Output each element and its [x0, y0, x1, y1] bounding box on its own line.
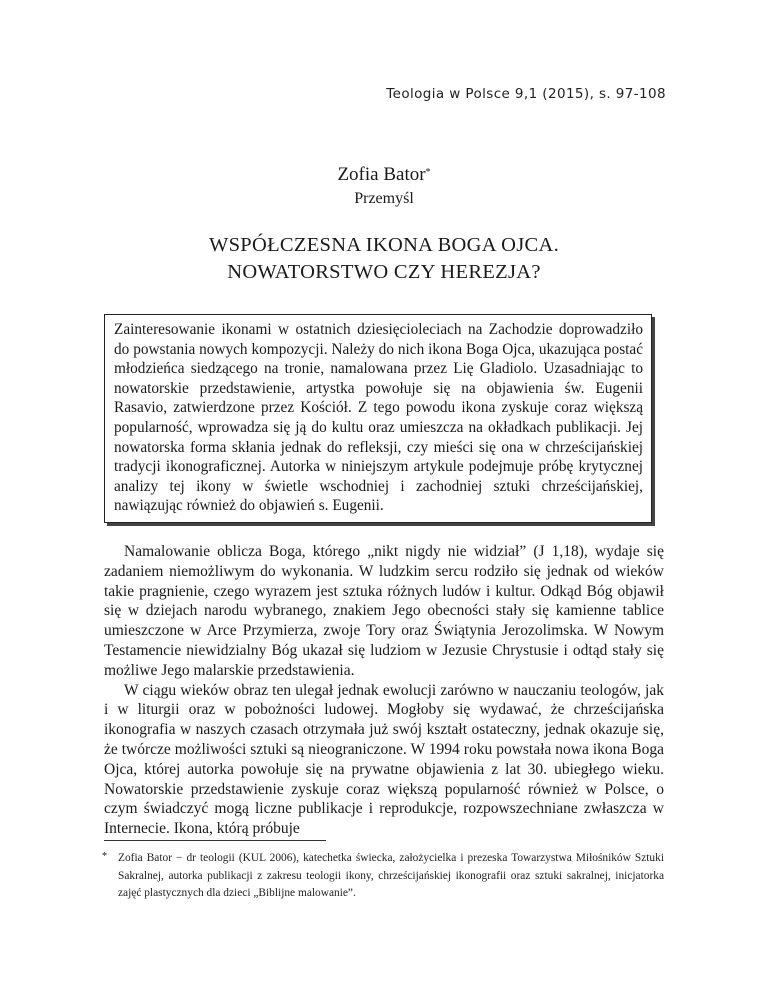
author-name: Zofia Bator	[337, 164, 426, 185]
author-footnote-marker: *	[425, 167, 431, 178]
footnote-text: Zofia Bator − dr teologii (KUL 2006), katechetka świecka, założycielka i prezeska Towarzystwa Miłośników Sztuki Sakralnej, autorka publikacji z zakresu teologii ikony, chrześcijańskiej ikonografii oraz sztuki sakralnej, inicjatorka zajęć plastycznych dla dzieci „Biblijne malowanie”.	[118, 852, 664, 899]
footnote-divider	[104, 840, 326, 841]
body-paragraph-1: Namalowanie oblicza Boga, którego „nikt nigdy nie widział” (J 1,18), wydaje się zadaniem niemożliwym do wykonania. W ludzkim sercu rodziło się jednak od wieków takie pragnienie, czego wyrazem jest sztuka różnych ludów i kultur. Odkąd Bóg objawił się w dziejach narodu wybranego, znakiem Jego obecności stały się kamienne tablice umieszczone w Arce Przymierza, zwoje Tory oraz Świątynia Jerozolimska. W Nowym Testamencie niewidzialny Bóg ukazał się ludziom w Jezusie Chrystusie i odtąd stały się możliwe Jego malarskie przedstawienia.	[104, 543, 664, 679]
title-line-1: WSPÓŁCZESNA IKONA BOGA OJCA.	[208, 234, 560, 256]
article-title	[0, 232, 768, 286]
abstract-box	[104, 314, 652, 523]
footnote	[104, 850, 664, 903]
body-paragraph-2: W ciągu wieków obraz ten ulegał jednak ewolucji zarówno w nauczaniu teologów, jak i w liturgii oraz w pobożności ludowej. Mogłoby się wydawać, że chrześcijańska ikonografia w naszych czasach otrzymała już swój kształt ostateczny, jednak okazuje się, że twórcze możliwości sztuki są nieograniczone. W 1994 roku powstała nowa ikona Boga Ojca, której autorka powołuje się na prywatne objawienia z lat 30. ubiegłego wieku. Nowatorskie przedstawienie zyskuje coraz większą popularność również w Polsce, o czym świadczyć mogą liczne publikacje i reprodukcje, rozpowszechniane zwłaszcza w Internecie. Ikona, którą próbuje	[104, 681, 664, 838]
article-body	[104, 542, 664, 839]
author-block	[0, 164, 768, 208]
abstract-text: Zainteresowanie ikonami w ostatnich dziesięcioleciach na Zachodzie doprowadziło do powstania nowych kompozycji. Należy do nich ikona Boga Ojca, ukazująca postać młodzieńca siedzącego na tronie, namalowana przez Lię Gladiolo. Uzasadniając to nowatorskie przedstawienie, artystka powołuje się na objawienia św. Eugenii Rasavio, zatwierdzone przez Kościół. Z tego powodu ikona zyskuje coraz większą popularność, wprowadza się ją do kultu oraz umieszcza na okładkach publikacji. Jej nowatorska forma skłania jednak do refleksji, czy mieści się ona w chrześcijańskiej tradycji ikonograficznej. Autorka w niniejszym artykule podejmuje próbę krytycznej analizy tej ikony w świetle wschodniej i zachodniej sztuki chrześcijańskiej, nawiązując również do objawień s. Eugenii.	[114, 321, 643, 515]
author-name-line	[0, 164, 768, 186]
author-city: Przemyśl	[354, 190, 414, 207]
footnote-marker: *	[102, 851, 107, 862]
journal-citation: Teologia w Polsce 9,1 (2015), s. 97-108	[386, 86, 666, 102]
title-line-2: NOWATORSTWO CZY HEREZJA?	[227, 261, 541, 283]
